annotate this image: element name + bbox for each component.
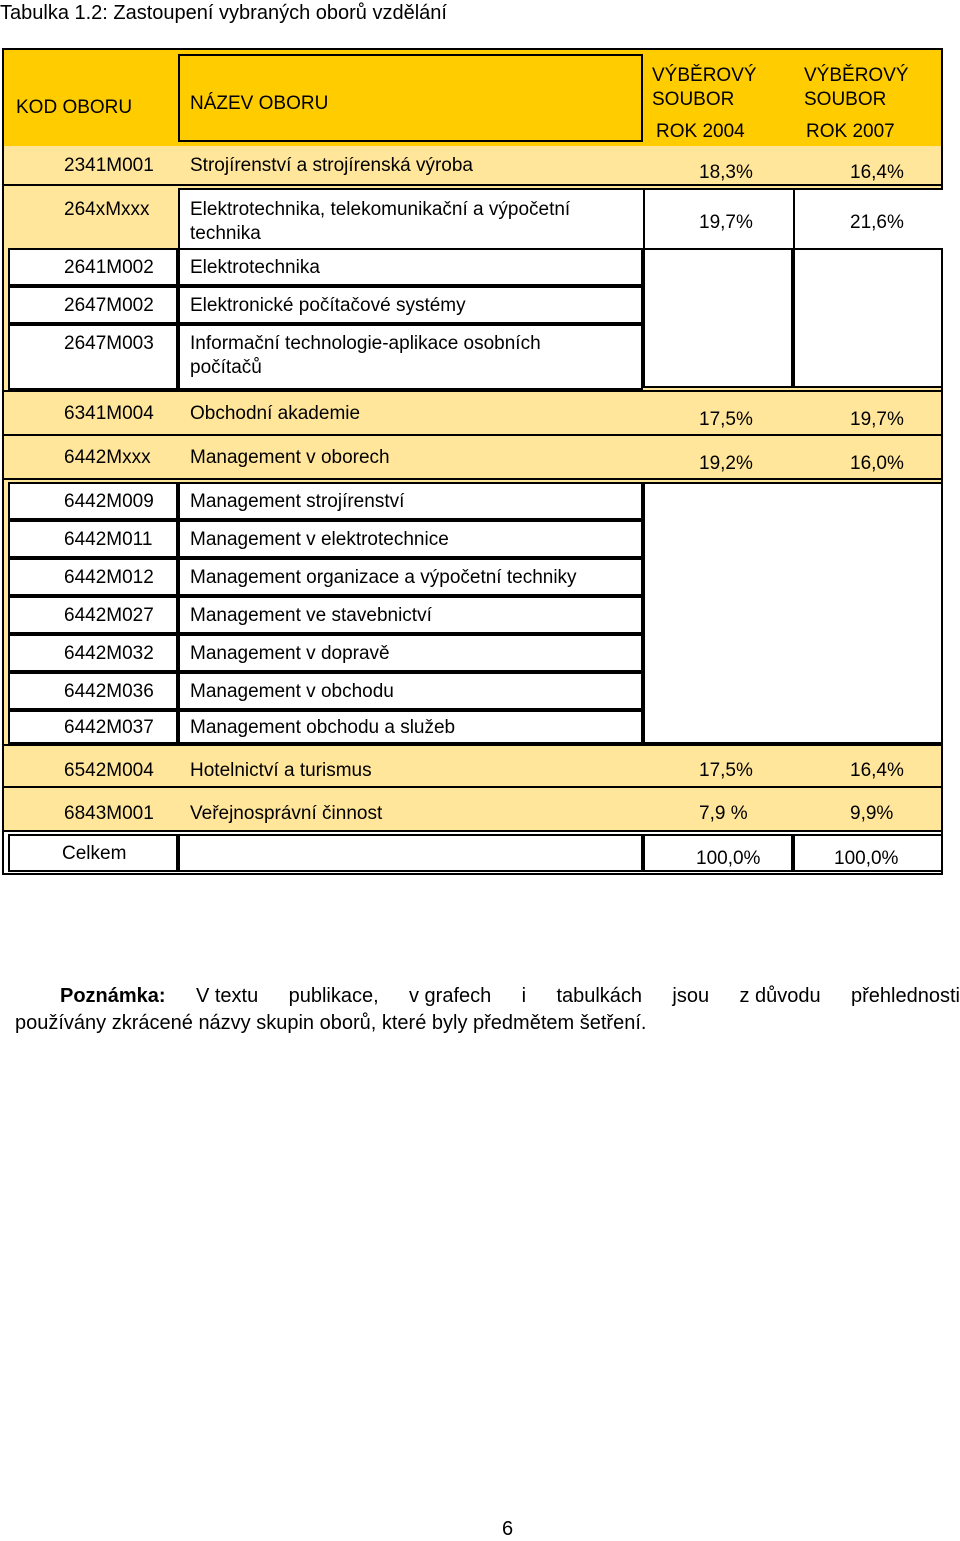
total-value-2007: 100,0% <box>834 848 899 869</box>
footnote-word: i <box>521 985 527 1007</box>
row-name: Management v oborech <box>190 447 390 468</box>
row-value-2007: 9,9% <box>850 803 894 824</box>
footnote-word: V textu <box>195 985 259 1007</box>
row-name-continued: technika <box>190 223 261 244</box>
row-name: Veřejnosprávní činnost <box>190 803 383 824</box>
footnote-line-2: používány zkrácené názvy skupin oborů, které byly předmětem šetření. <box>15 1012 647 1034</box>
total-value-2004: 100,0% <box>696 848 761 869</box>
row-divider <box>4 830 941 832</box>
row-name: Management v dopravě <box>190 643 390 664</box>
row-code: 264xMxxx <box>64 199 150 220</box>
data-table <box>2 48 943 875</box>
row-name: Management v obchodu <box>190 681 394 702</box>
row-code: 6442Mxxx <box>64 447 151 468</box>
header-2004-line2: SOUBOR <box>652 89 735 110</box>
row-name: Strojírenství a strojírenská výroba <box>190 155 473 176</box>
row-code: 2341M001 <box>64 155 154 176</box>
row-divider <box>4 434 941 436</box>
header-2004-line3: ROK 2004 <box>656 121 745 142</box>
row-value-2004: 19,7% <box>699 212 753 233</box>
row-name: Management organizace a výpočetní techniky <box>190 567 577 588</box>
page-number: 6 <box>502 1518 514 1540</box>
row-divider <box>4 786 941 788</box>
row-name: Management v elektrotechnice <box>190 529 449 550</box>
row-divider <box>4 390 941 392</box>
row-divider <box>4 478 941 480</box>
row-value-2007: 16,4% <box>850 162 904 183</box>
header-2004-line1: VÝBĚROVÝ <box>652 65 757 86</box>
row-value-2004: 17,5% <box>699 409 753 430</box>
row-code: 6442M037 <box>64 717 154 738</box>
row-name-continued: počítačů <box>190 357 262 378</box>
row-name: Elektronické počítačové systémy <box>190 295 466 316</box>
row-code: 6442M012 <box>64 567 154 588</box>
row-value-2004: 7,9 % <box>699 803 748 824</box>
cell-2004-sub <box>643 248 793 388</box>
header-2007-line3: ROK 2007 <box>806 121 895 142</box>
footnote-word: jsou <box>672 985 710 1007</box>
row-name: Obchodní akademie <box>190 403 361 424</box>
cell-2007-sub <box>793 248 943 388</box>
row-divider <box>4 184 941 186</box>
row-name: Informační technologie-aplikace osobních <box>190 333 541 354</box>
header-2007-line2: SOUBOR <box>804 89 887 110</box>
row-code: 6442M036 <box>64 681 154 702</box>
row-code: 2647M003 <box>64 333 154 354</box>
footnote-word: v grafech <box>409 985 492 1007</box>
row-value-2004: 19,2% <box>699 453 753 474</box>
header-name: NÁZEV OBORU <box>190 93 329 114</box>
row-name: Hotelnictví a turismus <box>190 760 372 781</box>
row-name: Elektrotechnika <box>190 257 320 278</box>
row-value-2007: 16,0% <box>850 453 904 474</box>
footnote <box>15 983 960 1037</box>
row-value-2007: 16,4% <box>850 760 904 781</box>
footnote-word: publikace, <box>288 985 379 1007</box>
row-code: 6442M032 <box>64 643 154 664</box>
row-value-2007: 19,7% <box>850 409 904 430</box>
row-code: 6542M004 <box>64 760 154 781</box>
header-2007-line1: VÝBĚROVÝ <box>804 65 909 86</box>
footnote-word: přehlednosti <box>851 985 960 1007</box>
header-code: KOD OBORU <box>16 97 133 118</box>
row-value-2004: 17,5% <box>699 760 753 781</box>
total-label: Celkem <box>62 843 127 864</box>
table-caption: Tabulka 1.2: Zastoupení vybraných oborů vzdělání <box>0 2 447 24</box>
cell-values-6442-sub <box>643 482 943 744</box>
cell-total-name <box>178 834 643 872</box>
footnote-line-1 <box>15 983 960 1010</box>
row-divider <box>4 744 941 746</box>
row-name: Elektrotechnika, telekomunikační a výpočetní <box>190 199 571 220</box>
row-code: 6442M011 <box>64 529 153 550</box>
row-code: 6442M027 <box>64 605 154 626</box>
row-code: 2647M002 <box>64 295 154 316</box>
row-code: 6341M004 <box>64 403 154 424</box>
footnote-label: Poznámka: <box>60 985 166 1007</box>
row-name: Management strojírenství <box>190 491 405 512</box>
row-value-2007: 21,6% <box>850 212 904 233</box>
row-code: 6843M001 <box>64 803 154 824</box>
row-code: 6442M009 <box>64 491 154 512</box>
footnote-word: z důvodu <box>739 985 821 1007</box>
row-code: 2641M002 <box>64 257 154 278</box>
footnote-word: tabulkách <box>556 985 643 1007</box>
row-value-2004: 18,3% <box>699 162 753 183</box>
row-name: Management obchodu a služeb <box>190 717 456 738</box>
row-name: Management ve stavebnictví <box>190 605 432 626</box>
